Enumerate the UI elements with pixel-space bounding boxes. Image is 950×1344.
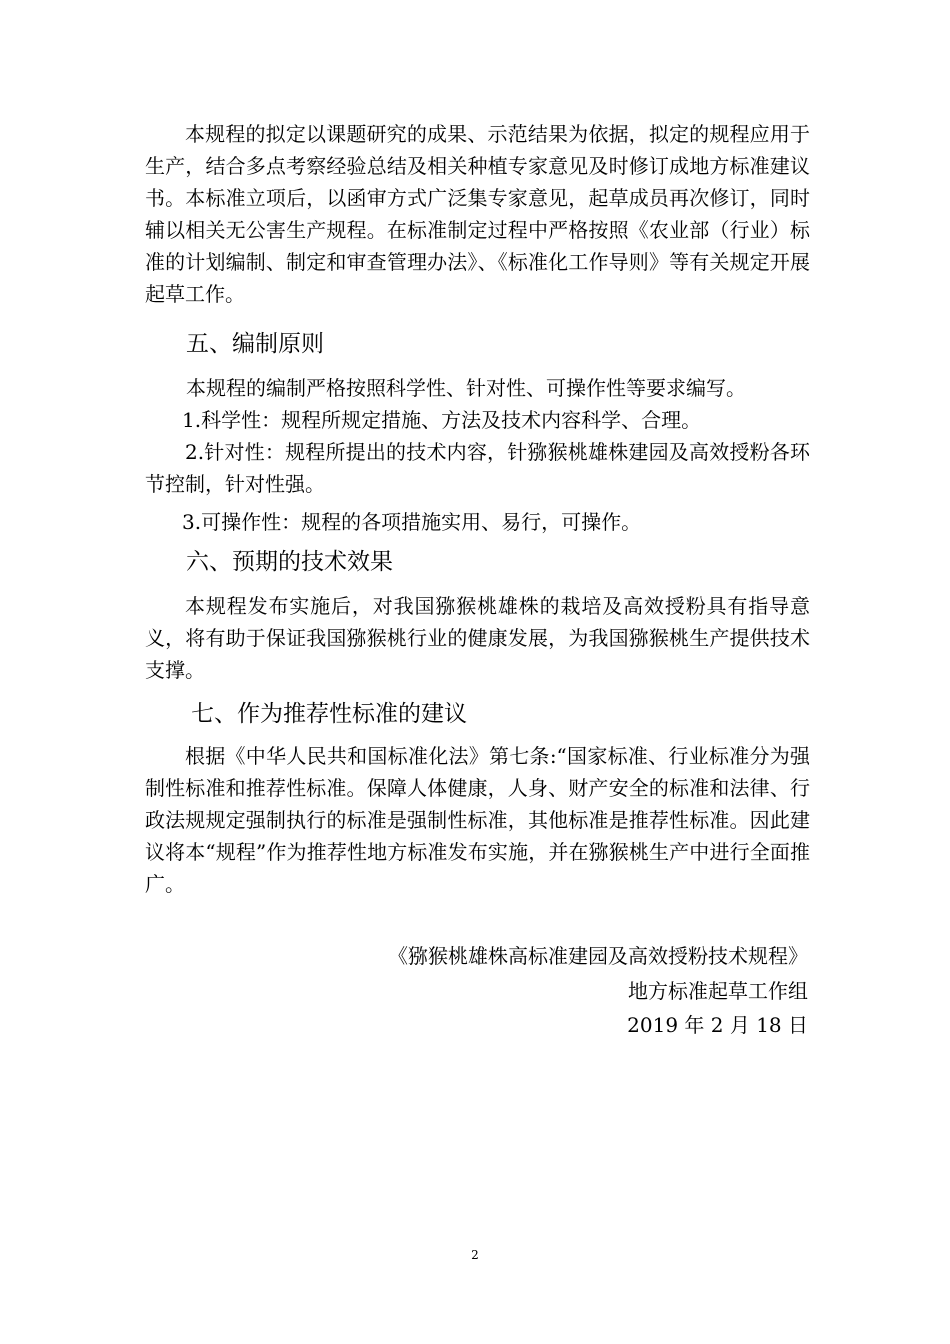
principle-item-operable: 3.可操作性：规程的各项措施实用、易行，可操作。 — [182, 510, 642, 534]
paragraph-drafting-basis: 本规程的拟定以课题研究的成果、示范结果为依据，拟定的规程应用于生产，结合多点考察经验总结及相关种植专家意见及时修订成地方标准建议书。本标准立项后，以函审方式广泛集专家意见，起草成员再次修订，同时辅以相关无公害生产规程。在标准制定过程中严格按照《农业部（行业）标准的计划编制、制定和审查管理办法》、《标准化工作导则》等有关规定开展起草工作。 — [145, 122, 810, 306]
principles-intro: 本规程的编制严格按照科学性、针对性、可操作性等要求编写。 — [186, 376, 746, 400]
paragraph-expected-effect: 本规程发布实施后，对我国猕猴桃雄株的栽培及高效授粉具有指导意义，将有助于保证我国猕猴桃行业的健康发展，为我国猕猴桃生产提供技术支撑。 — [145, 594, 810, 682]
signature-title: 《猕猴桃雄株高标准建园及高效授粉技术规程》 — [388, 944, 808, 968]
section-heading-recommendation: 七、作为推荐性标准的建议 — [191, 701, 467, 727]
signature-date: 2019 年 2 月 18 日 — [627, 1013, 808, 1037]
page-number: 2 — [471, 1248, 479, 1262]
paragraph-recommendation: 根据《中华人民共和国标准化法》第七条:“国家标准、行业标准分为强制性标准和推荐性标准。保障人体健康，人身、财产安全的标准和法律、行政法规规定强制执行的标准是强制性标准，其他标准是推荐性标准。因此建议将本“规程”作为推荐性地方标准发布实施，并在猕猴桃生产中进行全面推广。 — [145, 744, 810, 896]
section-heading-compilation-principles: 五、编制原则 — [186, 331, 324, 357]
section-heading-expected-effect: 六、预期的技术效果 — [186, 549, 393, 575]
signature-group: 地方标准起草工作组 — [628, 979, 808, 1003]
principle-item-targeted: 2.针对性：规程所提出的技术内容，针猕猴桃雄株建园及高效授粉各环节控制，针对性强。 — [145, 440, 810, 496]
principle-item-scientific: 1.科学性：规程所规定措施、方法及技术内容科学、合理。 — [182, 408, 702, 432]
